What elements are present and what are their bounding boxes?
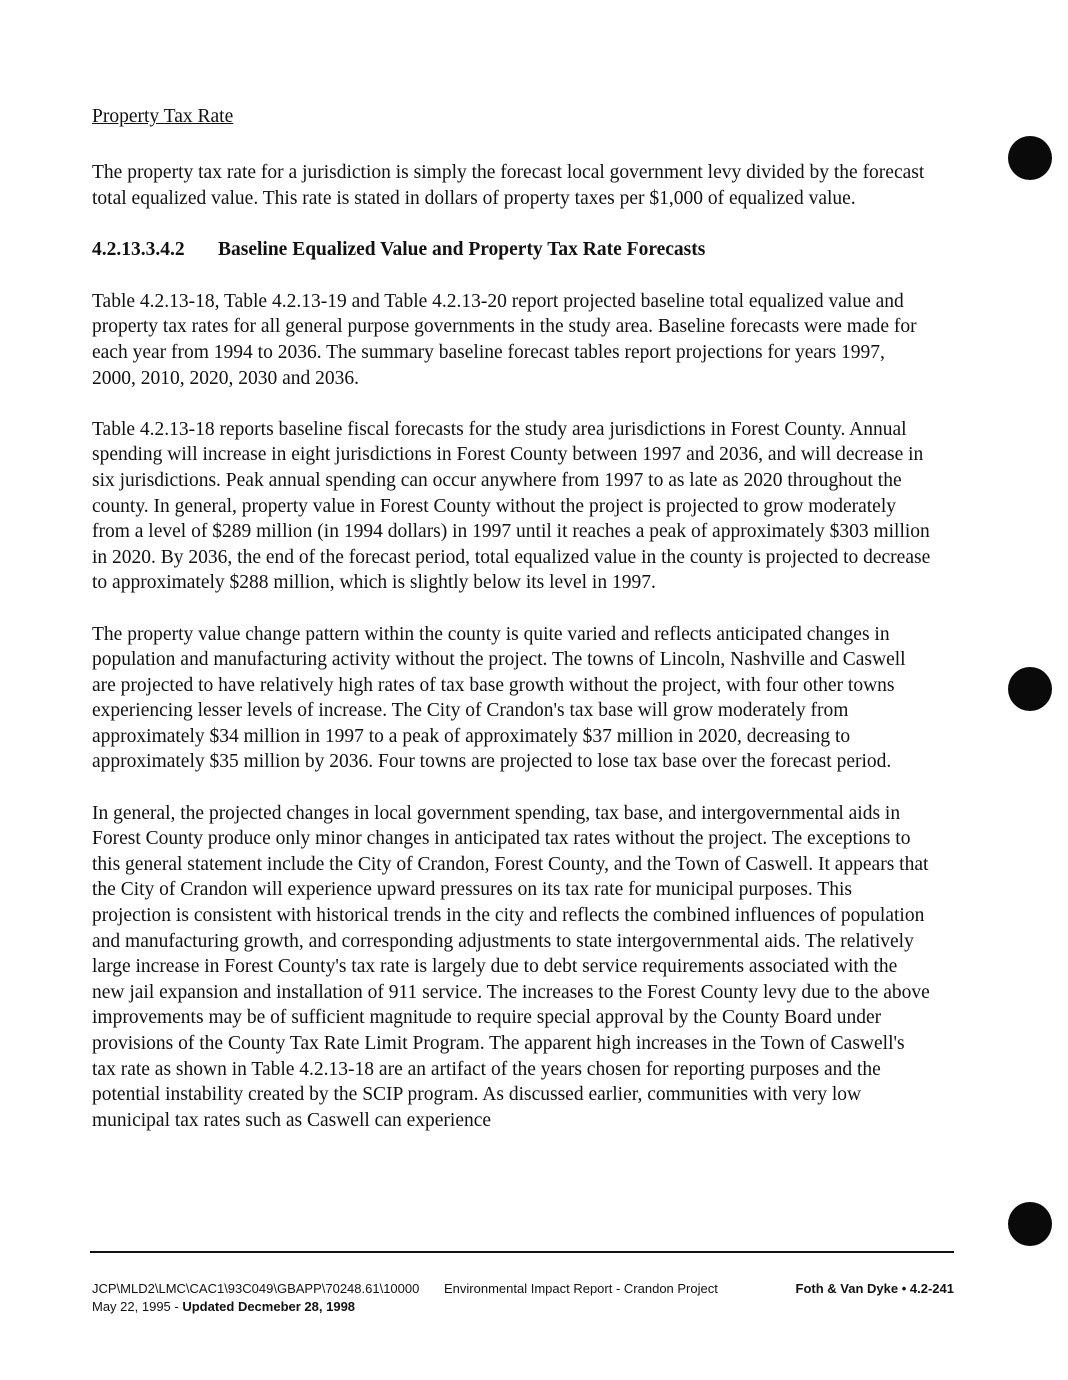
- margin-bullet-2: [1008, 667, 1052, 711]
- footer-document-title: Environmental Impact Report - Crandon Project: [444, 1281, 718, 1296]
- paragraph-forest-county-forecast: Table 4.2.13-18 reports baseline fiscal forecasts for the study area jurisdictions in Forest County. Annual spending will increase in eight jurisdictions in Forest County between 1997 and 2036, and will decrease in six jurisdictions. Peak annual spending can occur anywhere from 1997 to as late as 2020 throughout the county. In general, property value in Forest County without the project is projected to grow moderately from a level of $289 million (in 1994 dollars) in 1997 until it reaches a peak of approximately $303 million in 2020. By 2036, the end of the forecast period, total equalized value in the county is projected to decrease to approximately $288 million, which is slightly below its level in 1997.: [92, 418, 931, 594]
- subheading-property-tax-rate: Property Tax Rate: [92, 106, 234, 127]
- section-number: 4.2.13.3.4.2: [92, 238, 185, 260]
- paragraph-tax-rate-changes: In general, the projected changes in local government spending, tax base, and intergovernmental aids in Forest County produce only minor changes in anticipated tax rates without the project. The exceptions to this general statement include the City of Crandon, Forest County, and the Town of Caswell. It appears that the City of Crandon will experience upward pressures on its tax rate for municipal purposes. This projection is consistent with historical trends in the city and reflects the combined influences of population and manufacturing growth, and corresponding adjustments to state intergovernmental aids. The relatively large increase in Forest County's tax rate is largely due to debt service requirements associated with the new jail expansion and installation of 911 service. The increases to the Forest County levy due to the above improvements may be of sufficient magnitude to require special approval by the County Board under provisions of the County Tax Rate Limit Program. The apparent high increases in the Town of Caswell's tax rate as shown in Table 4.2.13-18 are an artifact of the years chosen for reporting purposes and the potential instability created by the SCIP program. As discussed earlier, communities with very low municipal tax rates such as Caswell can experience: [92, 802, 930, 1131]
- section-heading: [92, 237, 932, 263]
- footer-date: [92, 1298, 432, 1316]
- paragraph-tables-overview: Table 4.2.13-18, Table 4.2.13-19 and Table 4.2.13-20 report projected baseline total equalized value and property tax rates for all general purpose governments in the study area. Baseline forecasts were made for each year from 1994 to 2036. The summary baseline forecast tables report projections for years 1997, 2000, 2010, 2020, 2030 and 2036.: [92, 290, 917, 389]
- footer-page-number: Foth & Van Dyke • 4.2-241: [795, 1281, 954, 1296]
- margin-bullet-1: [1008, 136, 1052, 180]
- margin-bullet-3: [1008, 1202, 1052, 1246]
- footer-file-path: JCP\MLD2\LMC\CAC1\93C049\GBAPP\70248.61\10000: [92, 1281, 420, 1296]
- footer-date-original: May 22, 1995 -: [92, 1299, 183, 1314]
- footer-left: [92, 1280, 432, 1316]
- footer-date-updated: Updated Decmeber 28, 1998: [182, 1299, 356, 1314]
- paragraph-property-value-pattern: The property value change pattern within the county is quite varied and reflects anticipated changes in population and manufacturing activity without the project. The towns of Lincoln, Nashville and Caswell are projected to have relatively high rates of tax base growth without the project, with four other towns experiencing lesser levels of increase. The City of Crandon's tax base will grow moderately from approximately $34 million in 1997 to a peak of approximately $37 million in 2020, decreasing to approximately $35 million by 2036. Four towns are projected to lose tax base over the forecast period.: [92, 623, 906, 773]
- paragraph-tax-rate-definition: The property tax rate for a jurisdiction is simply the forecast local government levy divided by the forecast total equalized value. This rate is stated in dollars of property taxes per $1,000 of equalized value.: [92, 162, 925, 209]
- document-body: [92, 104, 932, 1159]
- footer-divider: [90, 1251, 954, 1253]
- section-title: Baseline Equalized Value and Property Tax Rate Forecasts: [218, 238, 706, 260]
